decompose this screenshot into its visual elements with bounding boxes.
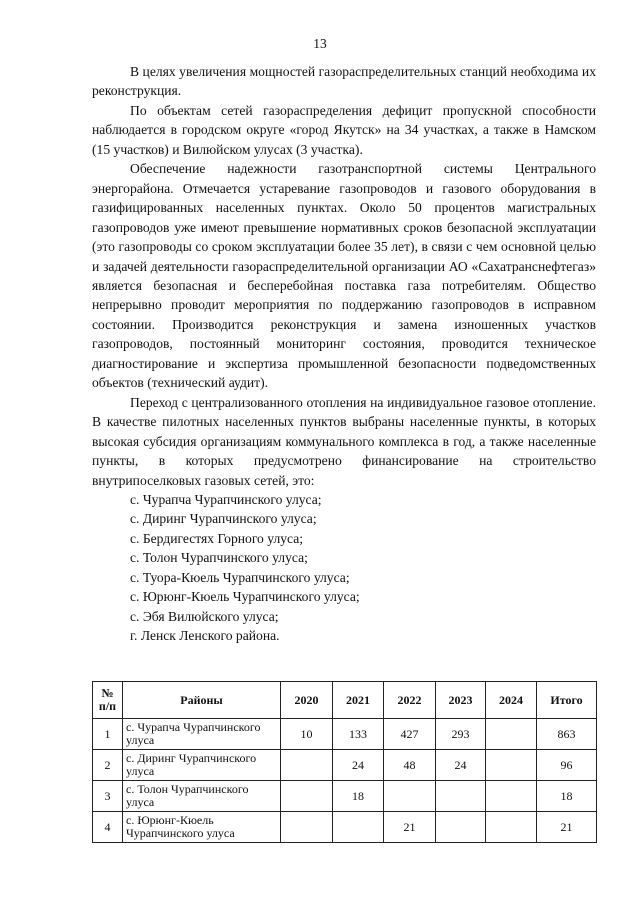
- table-cell: [281, 812, 333, 843]
- table-cell: с. Чурапча Чурапчинского улуса: [123, 719, 281, 750]
- table-row: [93, 781, 597, 812]
- list-item: с. Эбя Вилюйского улуса;: [130, 608, 279, 624]
- table-cell: 48: [384, 750, 436, 781]
- table-row: [93, 812, 597, 843]
- paragraph: По объектам сетей газораспределения дефицит пропускной способности наблюдается в городском округе «город Якутск» на 34 участках, а также в Намском (15 участков) и Вилюйском улусах (3 участка).: [92, 102, 596, 157]
- list-item: с. Толон Чурапчинского улуса;: [130, 550, 308, 566]
- table-cell: 18: [537, 781, 597, 812]
- table-row: [93, 719, 597, 750]
- table-cell: 293: [436, 719, 486, 750]
- column-header: № п/п: [93, 682, 123, 719]
- list-item: с. Чурапча Чурапчинского улуса;: [130, 491, 322, 507]
- table-cell: 1: [93, 719, 123, 750]
- gasification-table: [92, 681, 597, 843]
- table-cell: 21: [537, 812, 597, 843]
- column-header: 2022: [384, 682, 436, 719]
- column-header: 2021: [333, 682, 384, 719]
- table-cell: [486, 750, 537, 781]
- paragraph: Переход с централизованного отопления на индивидуальное газовое отопление. В качестве пилотных населенных пунктов выбраны населенные пункты, в которых высокая субсидия организациям коммунального комплекса в год, а также населенные пункты, в которых предусмотрено финансирование на строительство внутрипоселковых газовых сетей, это:: [92, 394, 596, 488]
- table-cell: 3: [93, 781, 123, 812]
- table-cell: с. Юрюнг-Кюель Чурапчинского улуса: [123, 812, 281, 843]
- paragraph: В целях увеличения мощностей газораспределительных станций необходима их реконструкция.: [92, 64, 596, 99]
- table-cell: [486, 719, 537, 750]
- table-cell: 96: [537, 750, 597, 781]
- page-number: 13: [313, 36, 327, 51]
- table-cell: 24: [436, 750, 486, 781]
- table-cell: с. Толон Чурапчинского улуса: [123, 781, 281, 812]
- table-cell: [384, 781, 436, 812]
- list-item: с. Туора-Кюель Чурапчинского улуса;: [130, 569, 350, 585]
- table-cell: 427: [384, 719, 436, 750]
- table-row: [93, 750, 597, 781]
- table-cell: с. Диринг Чурапчинского улуса: [123, 750, 281, 781]
- table-cell: 24: [333, 750, 384, 781]
- table-cell: [281, 781, 333, 812]
- table-cell: 21: [384, 812, 436, 843]
- table-cell: [436, 812, 486, 843]
- table-cell: 863: [537, 719, 597, 750]
- table-header-row: [93, 682, 597, 719]
- column-header: 2024: [486, 682, 537, 719]
- column-header: Районы: [123, 682, 281, 719]
- paragraph: Обеспечение надежности газотранспортной системы Центрального энергорайона. Отмечается устаревание газопроводов и газового оборудования в газифицированных населенных пунктах. Около 50 процентов магистральных газопроводов уже имеют превышение нормативных сроков безопасной эксплуатации (это газопроводы со сроком эксплуатации более 35 лет), в связи с чем основной целью и задачей деятельности газораспределительной организации АО «Сахатранснефтегаз» является безопасная и бесперебойная поставка газа потребителям. Общество непрерывно проводит мероприятия по поддержанию газопроводов в исправном состоянии. Производится реконструкция и замена изношенных участков газопроводов, постоянный мониторинг состояния, проводится техническое диагностирование и экспертиза промышленной безопасности подведомственных объектов (технический аудит).: [92, 161, 596, 391]
- list-item: с. Бердигестях Горного улуса;: [130, 530, 304, 546]
- table-cell: [436, 781, 486, 812]
- column-header: Итого: [537, 682, 597, 719]
- list-item: с. Юрюнг-Кюель Чурапчинского улуса;: [130, 589, 360, 605]
- list-item: г. Ленск Ленского района.: [130, 628, 280, 644]
- table-cell: 133: [333, 719, 384, 750]
- table-cell: [486, 781, 537, 812]
- document-body: [92, 62, 596, 646]
- table-cell: [333, 812, 384, 843]
- list-item: с. Диринг Чурапчинского улуса;: [130, 511, 317, 527]
- column-header: 2023: [436, 682, 486, 719]
- table-cell: [281, 750, 333, 781]
- column-header: 2020: [281, 682, 333, 719]
- table-cell: 10: [281, 719, 333, 750]
- table-cell: 18: [333, 781, 384, 812]
- table-cell: 2: [93, 750, 123, 781]
- settlement-list: [92, 490, 596, 646]
- table-cell: [486, 812, 537, 843]
- table-cell: 4: [93, 812, 123, 843]
